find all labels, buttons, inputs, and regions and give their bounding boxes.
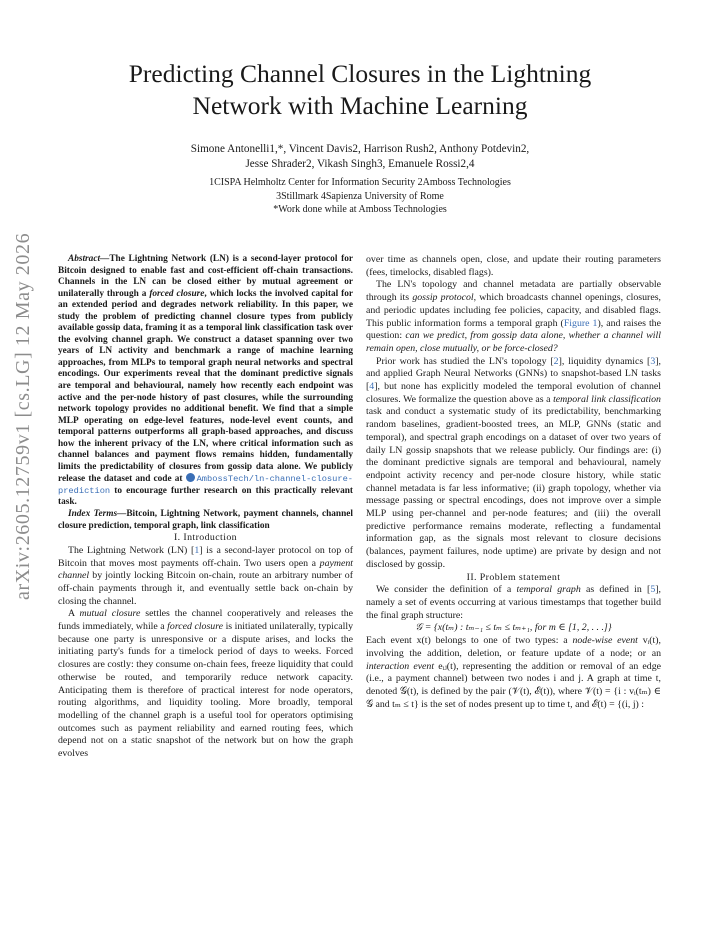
affiliations [60,176,660,217]
right-column [366,254,661,711]
affiliation-note: *Work done while at Amboss Technologies [273,204,447,216]
title-line-2: Network with Machine Learning [192,91,528,120]
intro-paragraph-3: The LN's topology and channel metadata are partially observable through its gossip protocol, which broadcasts channel openings, closures, and periodic updates including fee policies, capacity, and disabled flags. This public information forms a temporal graph (Figure 1), and raises the question: can we predict, from gossip data alone, whether a channel will remain open, close mutually, or be force-closed? [366,279,661,354]
section-heading-problem-statement: II. Problem statement [466,571,561,583]
author-list [60,142,660,172]
intro-paragraph-2-cont: over time as channels open, close, and update their routing parameters (fees, timelocks, disabled flags). [366,254,661,278]
intro-paragraph-4: Prior work has studied the LN's topology [2], liquidity dynamics [3], and applied Graph Neural Networks (GNNs) to snapshot-based LN tasks [4], but none has explicitly modeled the temporal evolution of channel closures. We formalize the question above as a temporal link classification task and conduct a systematic study of its predictability, benchmarking random baselines, gradient-boosted trees, an MLP, GNNs (static and temporal), and spectral graph encodings on a dataset of over two years of daily LN gossip snapshots that we release publicly. Our findings are: (i) the dominant predictive signals are temporal and behavioural, namely endpoint activity recency and per-node closure history, while static channel metadata is far less informative; (ii) graph topology, whether via message passing or spectral encodings, does not improve over a simple MLP using per-channel and per-node features; and (iii) the overall predictive performance remains moderate, reflecting a fundamental information gap, as the signals most relevant to closure decisions (balances, payment failures, node uptime) are private by design and not disclosed by gossip. [366,355,661,570]
intro-paragraph-2: A mutual closure settles the channel cooperatively and releases the funds immediately, while a forced closure is initiated unilaterally, typically because one party is unresponsive or a dispute arises, and locks the initiating party's funds for a timelock period of days to weeks. Forced closures are costly: they consume on-chain fees, freeze liquidity that could otherwise be routed, and temporarily reduce network capacity. Anticipating them is therefore of practical interest for node operators, routing algorithms, and liquidity tooling. More broadly, temporal modelling of the channel graph is a useful tool for operators optimising outcomes such as payment reliability and earned routing fees, which depend not on a static snapshot of the network but on how the graph evolves [58,608,353,760]
title-line-1: Predicting Channel Closures in the Lightning [128,59,592,88]
authors-line-2: Jesse Shrader2, Vikash Singh3, Emanuele Rossi2,4 [245,158,475,170]
problem-paragraph-1: We consider the definition of a temporal graph as defined in [5], namely a set of events occurring at various timestamps that together build the final graph structure: [366,584,662,621]
affiliation-line-1: 1CISPA Helmholtz Center for Information Security 2Amboss Technologies [209,177,511,188]
arxiv-stamp: arXiv:2605.12759v1 [cs.LG] 12 May 2026 [12,232,34,600]
citation-link[interactable]: 2 [553,355,559,367]
github-icon [186,473,195,482]
affiliation-line-2: 3Stillmark 4Sapienza University of Rome [276,190,444,202]
citation-link[interactable]: 3 [650,355,656,367]
index-terms: Index Terms—Bitcoin, Lightning Network, payment channels, channel closure prediction, temporal graph, link classification [58,509,353,531]
repo-link[interactable]: AmbossTech/ln-channel-closure-prediction [58,474,353,496]
authors-line-1: Simone Antonelli1,*, Vincent Davis2, Harrison Rush2, Anthony Potdevin2, [190,143,530,155]
index-terms-label: Index Terms— [68,509,127,520]
citation-link[interactable]: 5 [650,584,656,596]
abstract: Abstract—The Lightning Network (LN) is a second-layer protocol for Bitcoin designed to enable fast and cost-efficient off-chain transactions. Channels in the LN can be closed either by mutual agreement or unilaterally through a forced closure, which locks the involved capital for an extended period and degrades network reliability. In this paper, we study the problem of predicting channel closure types from publicly available gossip data, framing it as a temporal link classification task over the evolving channel graph. We construct a dataset spanning over two years of LN activity and benchmark a range of machine learning approaches, from MLPs to temporal graph neural networks and spectral encodings. Our experiments reveal that the dominant predictive signals are temporal and behavioural, namely how recently each endpoint was active and the per-node history of past closures, while the surrounding network topology provides no additional benefit. We find that a simple MLP operating on edge-level features, node-level event counts, and temporal patterns outperforms all graph-based approaches, and discuss how the inherent privacy of the LN, where critical information such as channel balances and payment flows remains hidden, fundamentally limits the predictability of closures from gossip data alone. We publicly release the dataset and code at AmbossTech/ln-channel-closure-prediction to encourage further research on this practically relevant task. [58,254,354,508]
abstract-label: Abstract— [68,254,110,264]
citation-link[interactable]: 1 [194,544,200,556]
equation: 𝒢 = {x(tₘ) : tₘ₋₁ ≤ tₘ ≤ tₘ₊₁, for m ∈ [1, 2, . . .]} [415,622,612,634]
left-column [58,254,353,761]
intro-paragraph-1: The Lightning Network (LN) [1] is a second-layer protocol on top of Bitcoin that moves most payments off-chain. Two users open a payment channel by jointly locking Bitcoin on-chain, route an arbitrary number of off-chain payments through it, and eventually settle back on-chain by closing the channel. [58,544,354,607]
paper-title [60,58,660,122]
problem-paragraph-2: Each event x(t) belongs to one of two types: a node-wise event vᵢ(t), involving the addition, deletion, or feature update of a node; or an interaction event eᵢⱼ(t), representing the addition or removal of an edge (i.e., a payment channel) between two nodes i and j. A graph at time t, denoted 𝒢(t), is defined by the pair (𝒱(t), ℰ(t)), where 𝒱(t) = {i : vᵢ(tₘ) ∈ 𝒢 and tₘ ≤ t} is the set of nodes present up to time t, and ℰ(t) = {(i, j) : [366,635,661,710]
citation-link[interactable]: 4 [369,381,375,393]
figure-link[interactable]: Figure 1 [563,317,598,329]
section-heading-introduction: I. Introduction [173,532,238,544]
